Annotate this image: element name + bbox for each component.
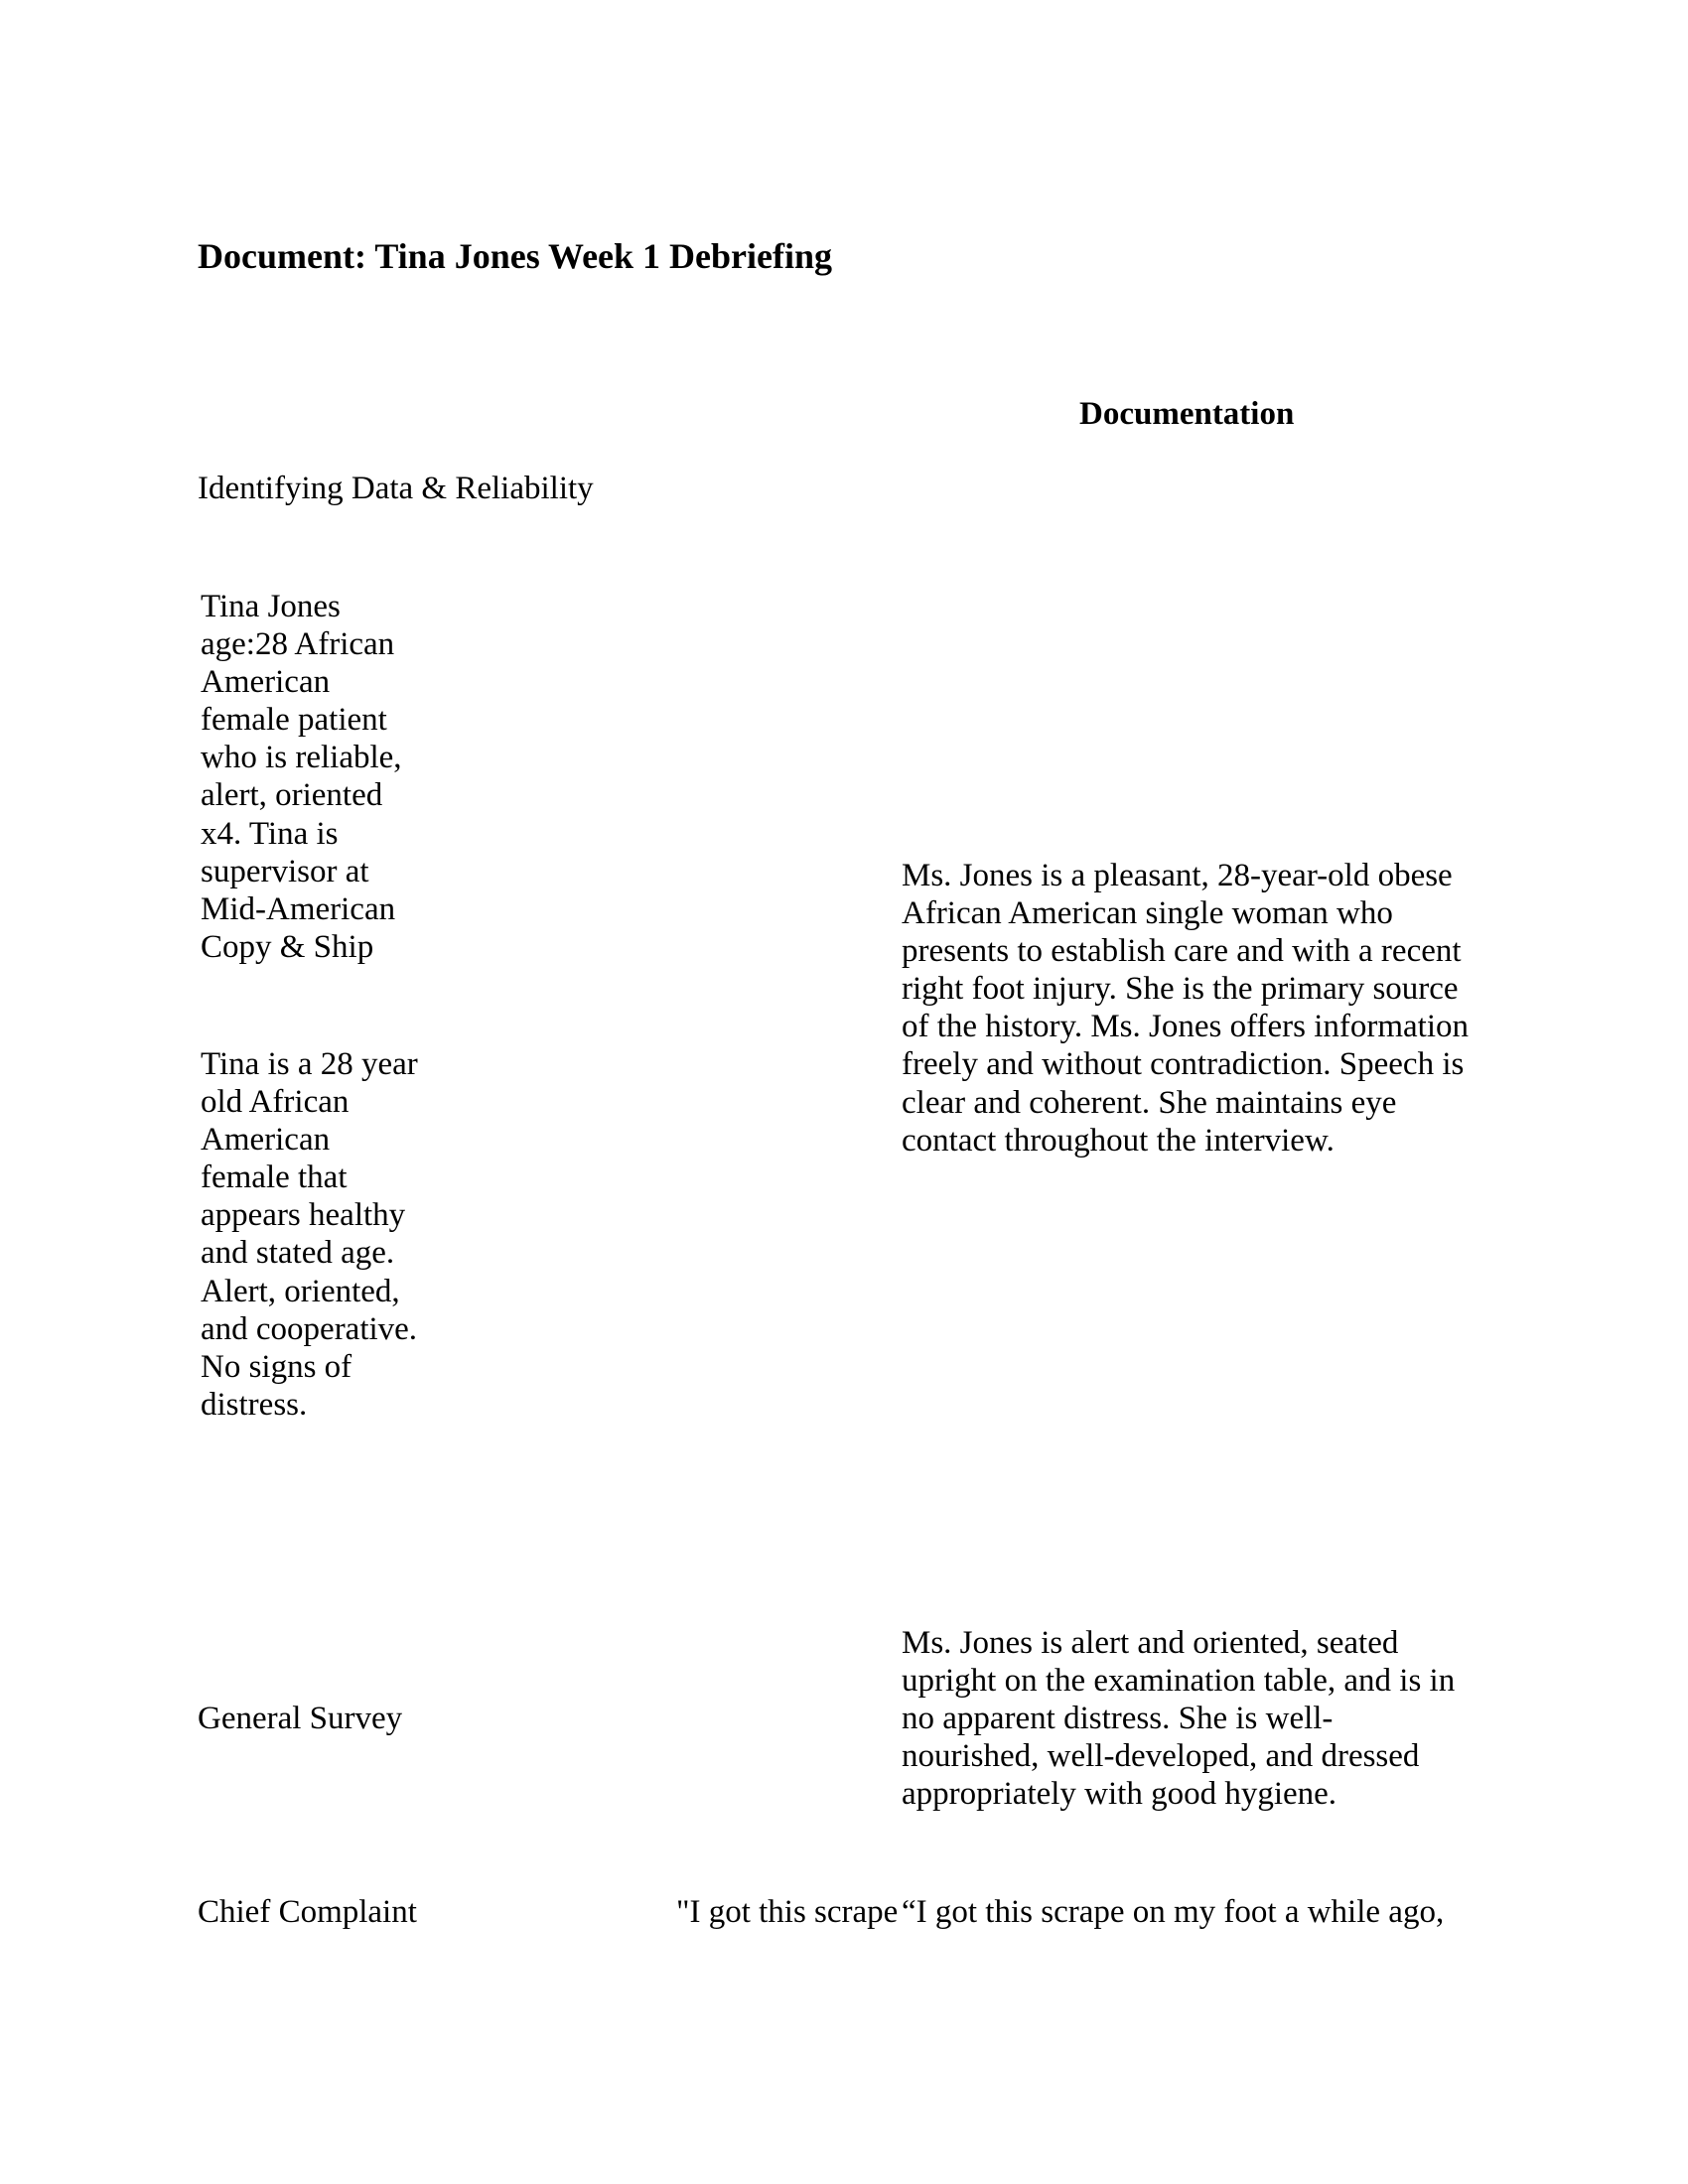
- note-line: who is reliable,: [201, 740, 402, 776]
- note-line: old African: [201, 1084, 350, 1121]
- documentation-chief-complaint: [902, 1893, 1444, 1931]
- documentation-line: “I got this scrape on my foot a while ago,: [902, 1894, 1445, 1930]
- note-line: American: [201, 1122, 331, 1159]
- document-title: Document: Tina Jones Week 1 Debriefing: [198, 236, 833, 276]
- documentation-line: clear and coherent. She maintains eye: [902, 1084, 1397, 1121]
- note-line: age:28 African: [201, 626, 395, 663]
- documentation-line: of the history. Ms. Jones offers information: [902, 1009, 1470, 1045]
- documentation-line: contact throughout the interview.: [902, 1122, 1335, 1159]
- student-note-chief-complaint: "I got this scrape: [676, 1894, 899, 1930]
- documentation-identifying-data: [902, 857, 1469, 1160]
- note-line: female that: [201, 1160, 348, 1196]
- documentation-line: freely and without contradiction. Speech is: [902, 1046, 1465, 1083]
- documentation-column-header: Documentation: [1079, 396, 1295, 432]
- documentation-line: nourished, well-developed, and dressed: [902, 1738, 1420, 1775]
- student-note-identifying-1: [201, 588, 402, 966]
- note-line: No signs of: [201, 1348, 352, 1385]
- note-line: Tina is a 28 year: [201, 1046, 418, 1082]
- documentation-line: Ms. Jones is a pleasant, 28-year-old obese: [902, 858, 1453, 893]
- documentation-line: right foot injury. She is the primary source: [902, 971, 1459, 1008]
- documentation-line: African American single woman who: [902, 895, 1393, 932]
- note-line: and cooperative.: [201, 1310, 418, 1347]
- section-label-identifying-data: Identifying Data & Reliability: [198, 471, 594, 506]
- section-label-chief-complaint: Chief Complaint: [198, 1894, 417, 1930]
- documentation-line: presents to establish care and with a recent: [902, 933, 1462, 970]
- note-line: and stated age.: [201, 1235, 395, 1272]
- documentation-line: upright on the examination table, and is in: [902, 1663, 1456, 1700]
- documentation-line: no apparent distress. She is well-: [902, 1701, 1334, 1737]
- note-line: Alert, oriented,: [201, 1273, 400, 1309]
- note-line: Mid-American: [201, 890, 396, 927]
- note-line: female patient: [201, 702, 387, 739]
- note-line: American: [201, 664, 331, 701]
- documentation-line: appropriately with good hygiene.: [902, 1776, 1337, 1813]
- note-line: x4. Tina is: [201, 815, 339, 852]
- note-line: Copy & Ship: [201, 928, 374, 965]
- documentation-line: Ms. Jones is alert and oriented, seated: [902, 1625, 1399, 1661]
- note-line: supervisor at: [201, 853, 369, 889]
- documentation-general-survey: [902, 1624, 1455, 1813]
- note-line: Tina Jones: [201, 589, 341, 624]
- section-label-general-survey: General Survey: [198, 1701, 403, 1736]
- note-line: distress.: [201, 1386, 308, 1423]
- note-line: appears healthy: [201, 1197, 406, 1234]
- note-line: alert, oriented: [201, 777, 383, 814]
- student-note-identifying-2: [201, 1045, 418, 1424]
